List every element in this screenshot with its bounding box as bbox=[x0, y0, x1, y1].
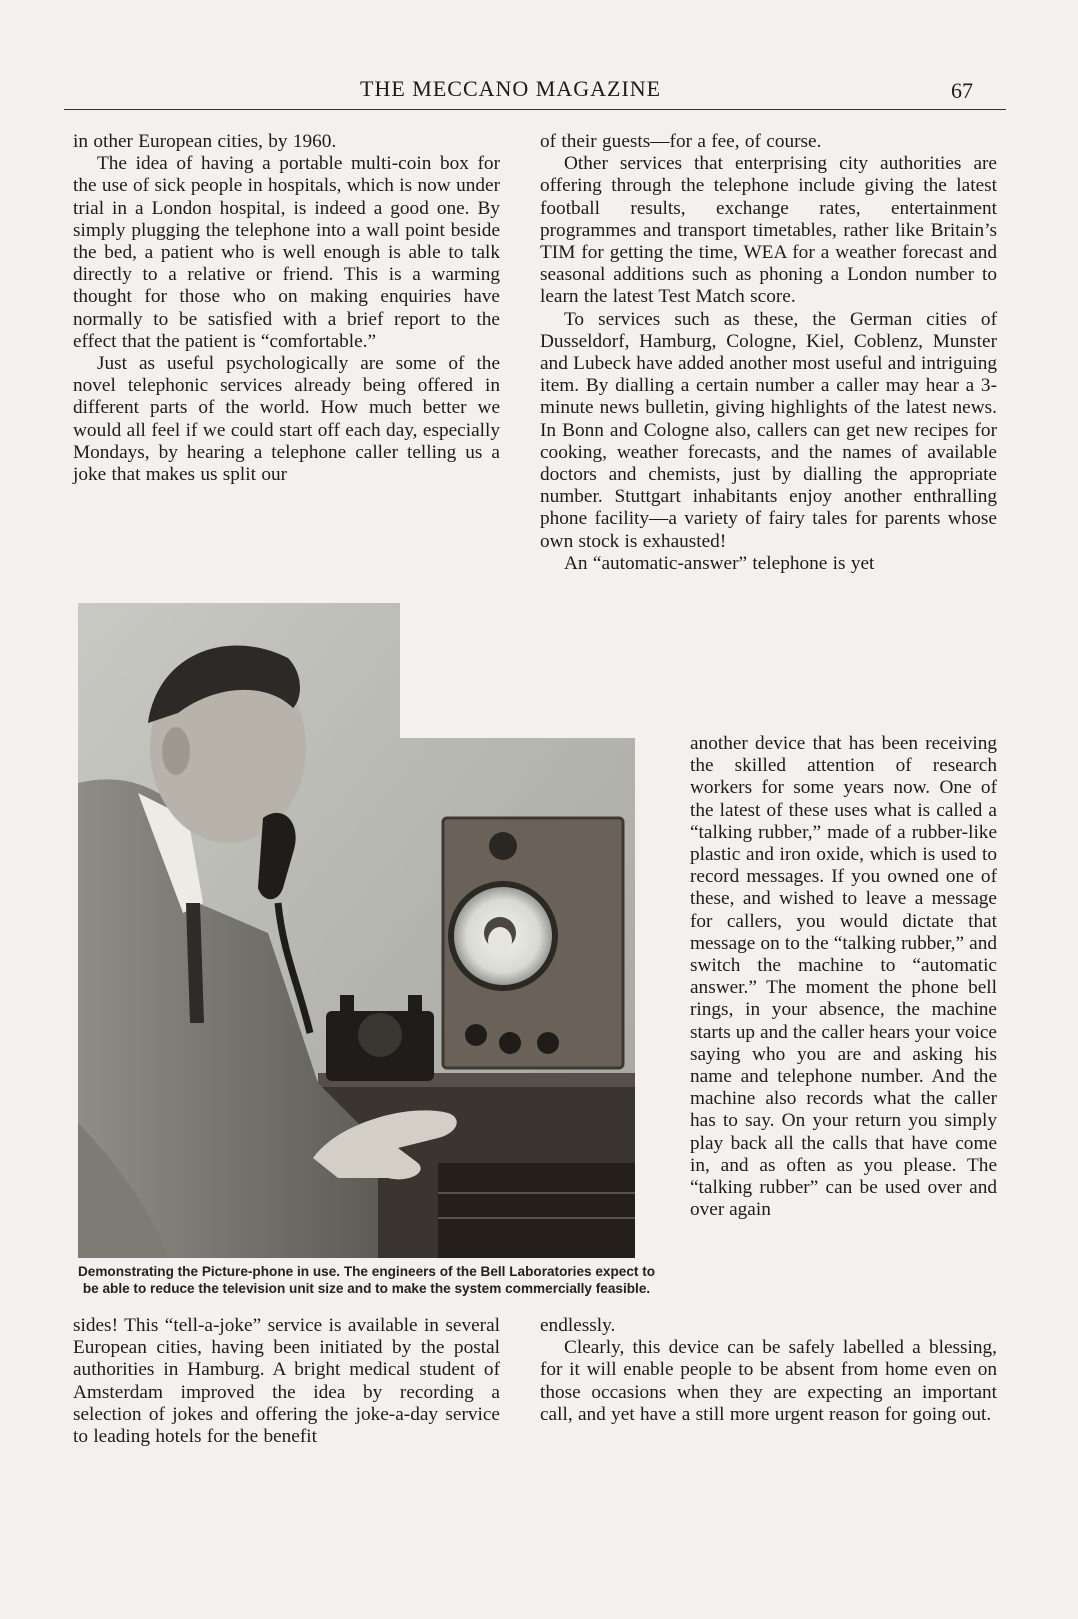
left-column-top bbox=[73, 131, 500, 486]
page-number: 67 bbox=[951, 78, 973, 103]
paragraph: Just as useful psychologically are some of the novel telephonic services already being offered in different parts of the world. How much better we would all feel if we could start off each day, especially Mondays, by hearing a telephone caller telling us a joke that makes us split our bbox=[73, 353, 500, 486]
paragraph: of their guests—for a fee, of course. bbox=[540, 131, 822, 152]
right-column-wrap: another device that has been receiving the skilled attention of research workers for some years now. One of the latest of these uses what is called a “talking rubber,” made of a rubber-like plastic and iron oxide, which is used to record messages. If you owned one of these, and wished to leave a message for callers, you would dictate that message on to the “talking rubber,” and switch the machine to “automatic answer.” The moment the phone bell rings, in your absence, the machine starts up and the caller hears your voice saying who you are and asking his name and telephone number. And the machine also records what the caller has to say. On your return you simply play back all the calls that have come in, and as often as you please. The “talking rubber” can be used over and over again bbox=[690, 733, 997, 1221]
paragraph: To services such as these, the German cities of Dusseldorf, Hamburg, Cologne, Kiel, Coblenz, Munster and Lubeck have added another most useful and intriguing item. By dialling a certain number a caller may hear a 3-minute news bulletin, giving highlights of the latest news. In Bonn and Cologne also, callers can get new recipes for cooking, weather forecasts, and the names of available doctors and chemists, just by dialling the appropriate number. Stuttgart inhabitants enjoy another enthralling phone facility—a variety of fairy tales for parents whose own stock is exhausted! bbox=[540, 308, 997, 552]
paragraph: Other services that enterprising city authorities are offering through the telephone include giving the latest football results, exchange rates, entertainment programmes and transport timetables, rather like Britain’s TIM for getting the time, WEA for a weather forecast and seasonal additions such as phoning a London number to learn the latest Test Match score. bbox=[540, 153, 997, 308]
picture-phone-photo bbox=[78, 603, 653, 1258]
paragraph: Clearly, this device can be safely labelled a blessing, for it will enable people to be absent from home even on those occasions when they are expecting an important call, and yet have a still more urgent reason for going out. bbox=[540, 1337, 997, 1425]
magazine-title: THE MECCANO MAGAZINE bbox=[360, 76, 662, 101]
paragraph: in other European cities, by 1960. bbox=[73, 131, 337, 152]
photo-caption: Demonstrating the Picture-phone in use. The engineers of the Bell Laboratories expect to be able to reduce the television unit size and to make the system commercially feasible. bbox=[77, 1264, 656, 1297]
paragraph: The idea of having a portable multi-coin box for the use of sick people in hospitals, which is now under trial in a London hospital, is indeed a good one. By simply plugging the telephone into a wall point beside the bed, a patient who is well enough is able to talk directly to a relative or friend. This is a warming thought for those who on making enquiries have normally to be satisfied with a brief report to the effect that the patient is “comfortable.” bbox=[73, 153, 500, 352]
header-rule bbox=[64, 109, 1006, 110]
right-column-bottom bbox=[540, 1315, 997, 1426]
paragraph: endlessly. bbox=[540, 1315, 616, 1336]
left-column-bottom bbox=[73, 1315, 500, 1448]
paragraph: sides! This “tell-a-joke” service is available in several European cities, having been initiated by the postal authorities in Hamburg. A bright medical student of Amsterdam improved the idea by recording a selection of jokes and offering the joke-a-day service to leading hotels for the benefit bbox=[73, 1315, 500, 1448]
paragraph: An “automatic-answer” telephone is yet bbox=[564, 552, 875, 574]
picture-phone-illustration bbox=[78, 603, 653, 1258]
right-column-top bbox=[540, 131, 997, 575]
